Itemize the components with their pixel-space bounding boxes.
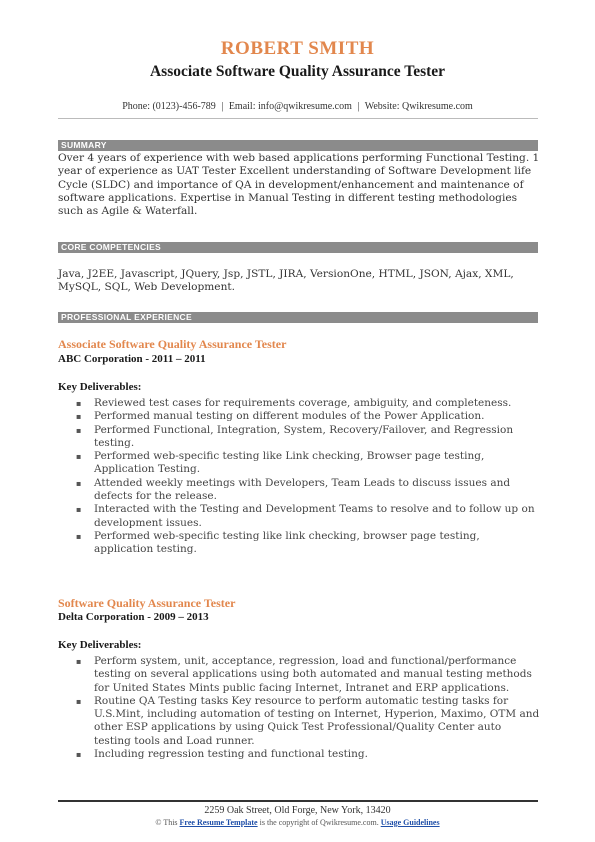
list-item: ▪ Interacted with the Testing and Development Teams to resolve and to follow up on development issues. (76, 503, 540, 530)
job-company: Delta Corporation - 2009 – 2013 (58, 611, 209, 623)
list-item: ▪ Performed web-specific testing like Link checking, Browser page testing, Application Testing. (76, 450, 540, 477)
free-resume-template-link[interactable]: Free Resume Template (179, 818, 258, 827)
list-item: ▪ Performed Functional, Integration, System, Recovery/Failover, and Regression testing. (76, 424, 540, 451)
usage-guidelines-link[interactable]: Usage Guidelines (380, 818, 440, 827)
copyright-line (0, 818, 595, 827)
list-item: ▪ Attended weekly meetings with Developers, Team Leads to discuss issues and defects for the release. (76, 477, 540, 504)
separator: | (357, 101, 360, 112)
summary-text: Over 4 years of experience with web based applications performing Functional Testing. 1 year of experience as UAT Tester Excellent understanding of Software Development life Cycle (SLDC) and importance of QA in development/enhancement and maintenance of software applications. Expertise in Manual Testing in different testing methodologies such as Agile & Waterfall. (58, 152, 540, 218)
deliverables-list (76, 655, 540, 761)
candidate-name: ROBERT SMITH (220, 38, 375, 59)
job-title: Software Quality Assurance Tester (58, 596, 236, 610)
job-company: ABC Corporation - 2011 – 2011 (58, 353, 206, 365)
website-text: Website: Qwikresume.com (364, 101, 473, 112)
competencies-text: Java, J2EE, Javascript, JQuery, Jsp, JSTL, JIRA, VersionOne, HTML, JSON, Ajax, XML, MySQL, SQL, Web Development. (58, 268, 514, 294)
list-item: ▪ Routine QA Testing tasks Key resource to perform automatic testing tasks for U.S.Mint, including automation of testing on Internet, Hyperion, Maximo, OTM and other ESP applications by using Quick Test Professional/Quality Center auto testing tools and Load runner. (76, 695, 540, 748)
key-deliverables-label: Key Deliverables: (58, 381, 142, 393)
separator: | (221, 101, 224, 112)
candidate-title: Associate Software Quality Assurance Tester (149, 63, 446, 80)
email-text: Email: info@qwikresume.com (228, 101, 352, 112)
contact-line (0, 101, 595, 112)
footer-divider (58, 800, 538, 802)
list-item: ▪ Performed web-specific testing like link checking, browser page testing, application testing. (76, 530, 540, 557)
list-item: ▪ Performed manual testing on different modules of the Power Application. (76, 410, 540, 423)
job-title: Associate Software Quality Assurance Tester (58, 337, 287, 351)
list-item: ▪ Including regression testing and functional testing. (76, 748, 540, 761)
key-deliverables-label: Key Deliverables: (58, 639, 142, 651)
list-item: ▪ Perform system, unit, acceptance, regression, load and functional/performance testing on several applications using both automated and manual testing methods for United States Mints public facing Internet, Intranet and ERP applications. (76, 655, 540, 695)
competencies-heading: CORE COMPETENCIES (58, 242, 538, 253)
phone-text: Phone: (0123)-456-789 (122, 101, 216, 112)
experience-heading: PROFESSIONAL EXPERIENCE (58, 312, 538, 323)
list-item: ▪ Reviewed test cases for requirements coverage, ambiguity, and completeness. (76, 397, 540, 410)
deliverables-list (76, 397, 540, 557)
summary-heading: SUMMARY (58, 140, 538, 151)
copyright-prefix: © This (155, 818, 178, 827)
contact-divider (58, 118, 538, 119)
footer-address: 2259 Oak Street, Old Forge, New York, 13420 (204, 805, 391, 816)
copyright-text: is the copyright of Qwikresume.com. (259, 818, 379, 827)
